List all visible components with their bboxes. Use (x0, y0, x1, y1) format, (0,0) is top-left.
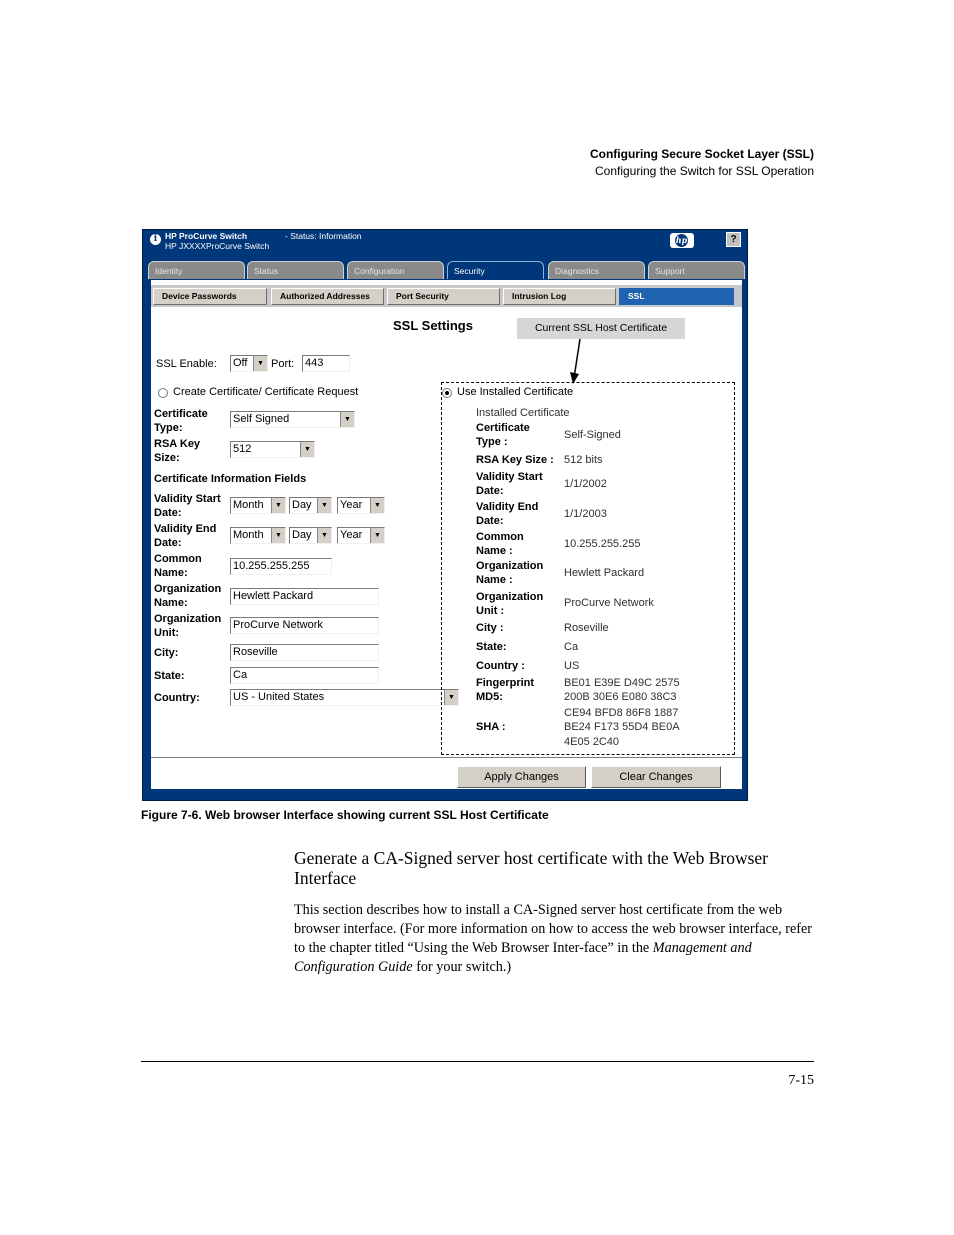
day-value: Day (292, 529, 312, 541)
organization-name-input[interactable]: Hewlett Packard (230, 588, 379, 605)
organization-unit-input[interactable]: ProCurve Network (230, 617, 379, 634)
section-heading: Generate a CA-Signed server host certificate with the Web Browser Interface (294, 848, 769, 888)
chevron-down-icon: ▼ (340, 412, 354, 427)
year-value: Year (340, 529, 363, 541)
chevron-down-icon: ▼ (317, 528, 331, 543)
installed-validity-start-label: Validity Start Date: (476, 471, 543, 497)
installed-state-value: Ca (564, 641, 579, 653)
installed-common-name-value: 10.255.255.255 (564, 538, 641, 550)
page-number: 7-15 (788, 1073, 814, 1088)
rsa-key-size-select[interactable] (230, 441, 315, 458)
installed-validity-start-value: 1/1/2002 (564, 478, 607, 490)
installed-validity-end-value: 1/1/2003 (564, 508, 607, 520)
validity-start-year-select[interactable] (337, 497, 385, 514)
validity-end-day-select[interactable] (289, 527, 332, 544)
installed-rsa-value: 512 bits (564, 454, 603, 466)
country-label: Country: (154, 692, 200, 704)
chevron-down-icon: ▼ (444, 690, 458, 705)
subtab-port-security[interactable]: Port Security (387, 288, 500, 305)
chevron-down-icon: ▼ (253, 356, 267, 371)
installed-country-label: Country : (476, 660, 525, 672)
chevron-down-icon: ▼ (317, 498, 331, 513)
page-title: SSL Settings (393, 318, 473, 333)
guide-title: Management and Configuration Guide (294, 940, 752, 975)
callout-label: Current SSL Host Certificate (517, 318, 685, 339)
content-panel (151, 280, 742, 789)
city-input[interactable]: Roseville (230, 644, 379, 661)
ssl-enable-select[interactable] (230, 355, 268, 372)
validity-start-month-select[interactable] (230, 497, 286, 514)
hp-logo (670, 233, 694, 248)
chevron-down-icon: ▼ (370, 528, 384, 543)
installed-state-label: State: (476, 641, 507, 653)
installed-organization-unit-value: ProCurve Network (564, 597, 654, 609)
running-header-subtitle: Configuring the Switch for SSL Operation (594, 164, 814, 178)
chevron-down-icon: ▼ (370, 498, 384, 513)
organization-unit-label: Organization Unit: (154, 613, 222, 639)
tab-security[interactable]: Security (447, 261, 544, 279)
year-value: Year (340, 499, 363, 511)
subtab-authorized-addresses[interactable]: Authorized Addresses (271, 288, 384, 305)
footer-rule (141, 1061, 814, 1062)
create-certificate-label: Create Certificate/ Certificate Request (173, 386, 359, 398)
cert-type-value: Self Signed (233, 413, 290, 425)
installed-md5-line3: CE94 BFD8 86F8 1887 (564, 707, 679, 719)
tab-diagnostics[interactable]: Diagnostics (548, 261, 645, 279)
use-installed-certificate-radio[interactable] (442, 388, 452, 398)
port-input[interactable]: 443 (302, 355, 350, 372)
installed-certificate-heading: Installed Certificate (476, 407, 570, 419)
common-name-input[interactable]: 10.255.255.255 (230, 558, 332, 575)
installed-md5-label: Fingerprint MD5: (476, 677, 535, 703)
rsa-key-size-label: RSA Key Size: (154, 438, 201, 464)
installed-rsa-label: RSA Key Size : (476, 454, 554, 466)
installed-organization-label: Organization Name : (476, 560, 544, 586)
validity-end-month-select[interactable] (230, 527, 286, 544)
rsa-key-size-value: 512 (233, 443, 252, 455)
tab-configuration[interactable]: Configuration (347, 261, 444, 279)
port-label: Port: (271, 358, 295, 370)
subtab-intrusion-log[interactable]: Intrusion Log (503, 288, 616, 305)
figure-caption: Figure 7-6. Web browser Interface showing current SSL Host Certificate (141, 808, 549, 822)
installed-sha-label: SHA : (476, 721, 506, 733)
paragraph-text-2: for your switch.) (412, 959, 512, 975)
web-ui-topbar (143, 230, 747, 258)
tab-status[interactable]: Status (247, 261, 344, 279)
subtab-ssl[interactable]: SSL (619, 288, 734, 305)
state-input[interactable]: Ca (230, 667, 379, 684)
country-value: US - United States (233, 691, 325, 703)
installed-city-value: Roseville (564, 622, 609, 634)
chevron-down-icon: ▼ (300, 442, 314, 457)
switch-name: HP ProCurve Switch (165, 231, 248, 241)
switch-model: HP JXXXXProCurve Switch (165, 241, 270, 251)
cert-info-heading: Certificate Information Fields (154, 473, 307, 485)
apply-changes-button[interactable]: Apply Changes (457, 766, 586, 788)
paragraph-text-1: This section describes how to install a CA-Signed server host certificate from the web browser interface. (For more information on how to access the web browser interface, refer to the chapter titled “Using the Web Browser Inter-face” in the (294, 902, 813, 956)
tab-identity[interactable]: Identity (148, 261, 245, 279)
state-label: State: (154, 670, 185, 682)
month-value: Month (233, 529, 264, 541)
running-header-title: Configuring Secure Socket Layer (SSL) (589, 147, 814, 161)
use-installed-certificate-label: Use Installed Certificate (457, 386, 574, 398)
cert-type-select[interactable] (230, 411, 355, 428)
body-paragraph (294, 901, 819, 977)
hp-logo-text: hp (675, 235, 688, 245)
month-value: Month (233, 499, 264, 511)
installed-cert-type-label: Certificate Type : (476, 422, 530, 448)
tab-support[interactable]: Support (648, 261, 745, 279)
installed-organization-value: Hewlett Packard (564, 567, 645, 579)
installed-md5-line1: BE01 E39E D49C 2575 (564, 677, 680, 689)
ssl-enable-value: Off (233, 357, 248, 369)
chevron-down-icon: ▼ (271, 498, 285, 513)
validity-start-day-select[interactable] (289, 497, 332, 514)
info-icon: i (150, 234, 161, 245)
cert-type-label: Certificate Type: (154, 408, 208, 434)
chevron-down-icon: ▼ (271, 528, 285, 543)
installed-validity-end-label: Validity End Date: (476, 501, 539, 527)
web-ui-screenshot (142, 229, 748, 801)
city-label: City: (154, 647, 179, 659)
installed-sha-line1: BE24 F173 55D4 BE0A (564, 721, 680, 733)
callout-arrow-icon (570, 338, 584, 384)
common-name-label: Common Name: (154, 553, 202, 579)
validity-end-label: Validity End Date: (154, 523, 217, 549)
validity-start-label: Validity Start Date: (154, 493, 221, 519)
installed-sha-line2: 4E05 2C40 (564, 736, 620, 748)
validity-end-year-select[interactable] (337, 527, 385, 544)
organization-name-label: Organization Name: (154, 583, 222, 609)
main-tabs (148, 261, 746, 280)
status-text: - Status: Information (285, 231, 362, 241)
subtab-device-passwords[interactable]: Device Passwords (153, 288, 267, 305)
installed-organization-unit-label: Organization Unit : (476, 591, 544, 617)
create-certificate-radio[interactable] (158, 388, 168, 398)
ssl-enable-label: SSL Enable: (156, 358, 217, 370)
installed-cert-type-value: Self-Signed (564, 429, 621, 441)
clear-changes-button[interactable]: Clear Changes (591, 766, 721, 788)
installed-md5-line2: 200B 30E6 E080 38C3 (564, 691, 677, 703)
panel-divider (151, 757, 742, 758)
installed-city-label: City : (476, 622, 504, 634)
installed-country-value: US (564, 660, 580, 672)
installed-common-name-label: Common Name : (476, 531, 524, 557)
help-button[interactable]: ? (726, 232, 741, 247)
day-value: Day (292, 499, 312, 511)
security-subtabs (151, 285, 742, 307)
country-select[interactable] (230, 689, 459, 706)
